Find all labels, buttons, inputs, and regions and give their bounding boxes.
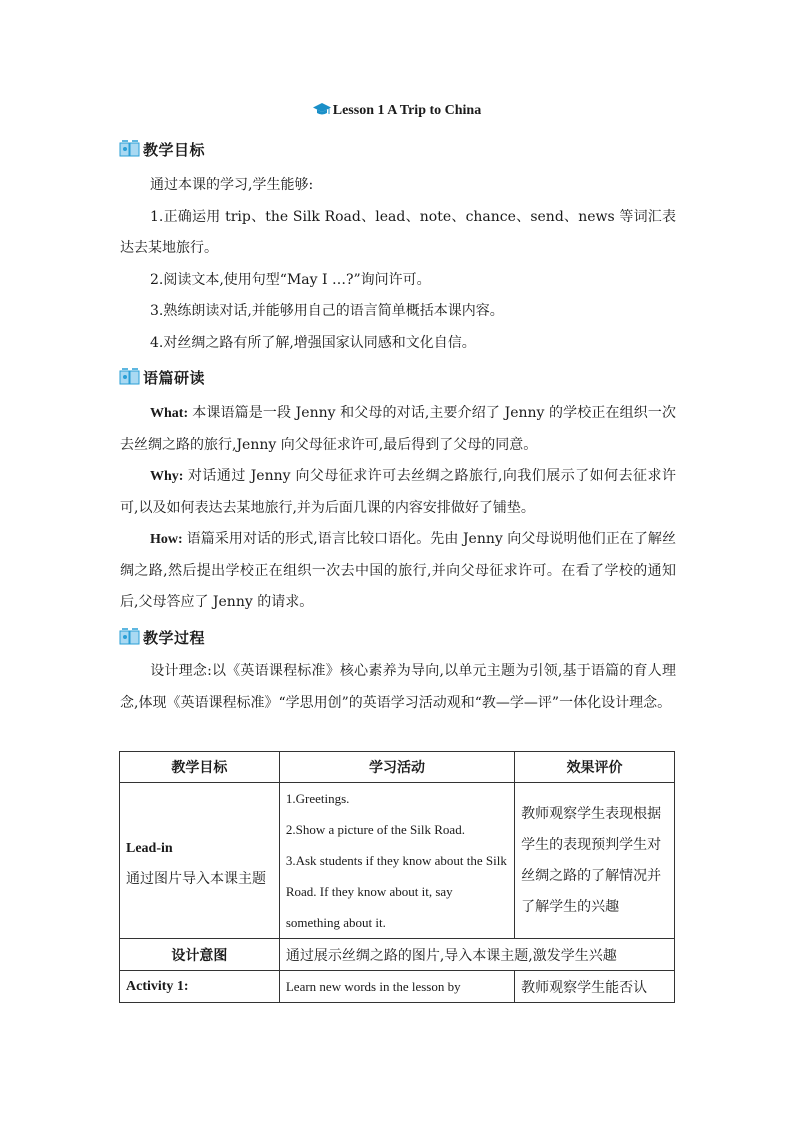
list-item: 1.Greetings. xyxy=(285,791,350,806)
act1-activity-cell: Learn new words in the lesson by xyxy=(279,971,514,1003)
leadin-goal-cell xyxy=(120,783,280,939)
table-header-row xyxy=(120,752,675,783)
list-item: 2.Show a picture of the Silk Road. xyxy=(285,822,465,837)
analysis-how: How: 语篇采用对话的形式,语言比较口语化。先由 Jenny 向父母说明他们正在了解丝绸之路,然后提出学校正在组织一次去中国的旅行,并向父母征求许可。在看了学校的通知后,父母答应了 Jenny 的请求。 xyxy=(120,531,676,610)
section-objectives-label: 教学目标 xyxy=(143,140,206,159)
objective-item: 3.熟练朗读对话,并能够用自己的语言简单概括本课内容。 xyxy=(150,303,504,319)
leadin-title: Lead-in xyxy=(126,840,173,856)
table-row xyxy=(120,783,675,939)
table-header: 效果评价 xyxy=(515,752,675,783)
objectives-intro: 通过本课的学习,学生能够: xyxy=(150,177,314,193)
lesson-title-text: Lesson 1 A Trip to China xyxy=(332,103,482,118)
analysis-what: What: 本课语篇是一段 Jenny 和父母的对话,主要介绍了 Jenny 的学校正在组织一次去丝绸之路的旅行,Jenny 向父母征求许可,最后得到了父母的同意。 xyxy=(120,405,676,453)
process-intro: 设计理念:以《英语课程标准》核心素养为导向,以单元主题为引领,基于语篇的育人理念,体现《英语课程标准》“学思用创”的英语学习活动观和“教—学—评”一体化设计理念。 xyxy=(120,663,676,711)
lesson-plan-table xyxy=(119,751,675,1003)
leadin-goal: 通过图片导入本课主题 xyxy=(126,870,266,887)
analysis-block xyxy=(120,398,676,619)
book-icon xyxy=(119,139,141,159)
lesson-title xyxy=(0,103,794,122)
objective-item: 1.正确运用 trip、the Silk Road、lead、note、chance、send、news 等词汇表达去某地旅行。 xyxy=(120,208,676,256)
table-header: 教学目标 xyxy=(120,752,280,783)
act1-title-cell: Activity 1: xyxy=(120,971,280,1003)
leadin-eval-cell: 教师观察学生表现根据学生的表现预判学生对丝绸之路的了解情况并了解学生的兴趣 xyxy=(515,783,675,939)
design-label-cell: 设计意图 xyxy=(120,939,280,971)
book-icon xyxy=(119,367,141,387)
table-row xyxy=(120,939,675,971)
table-header: 学习活动 xyxy=(279,752,514,783)
objective-item: 2.阅读文本,使用句型“May I …?”询问许可。 xyxy=(150,271,431,288)
graduation-cap-icon xyxy=(313,103,331,122)
objective-item: 4.对丝绸之路有所了解,增强国家认同感和文化自信。 xyxy=(150,334,476,351)
list-item: 3.Ask students if they know about the Silk Road. If they know about it, say something about it. xyxy=(285,853,507,930)
leadin-activities-cell xyxy=(279,783,514,939)
act1-eval-cell: 教师观察学生能否认 xyxy=(515,971,675,1003)
analysis-why: Why: 对话通过 Jenny 向父母征求许可去丝绸之路旅行,向我们展示了如何去征求许可,以及如何表达去某地旅行,并为后面几课的内容安排做好了铺垫。 xyxy=(120,468,676,516)
objectives-block xyxy=(120,170,676,359)
design-text-cell: 通过展示丝绸之路的图片,导入本课主题,激发学生兴趣 xyxy=(279,939,674,971)
section-objectives-heading xyxy=(119,138,205,160)
table-row xyxy=(120,971,675,1003)
section-process-label: 教学过程 xyxy=(143,628,206,647)
section-analysis-heading xyxy=(119,366,205,388)
section-process-heading xyxy=(119,626,205,648)
section-analysis-label: 语篇研读 xyxy=(143,368,206,387)
book-icon xyxy=(119,627,141,647)
